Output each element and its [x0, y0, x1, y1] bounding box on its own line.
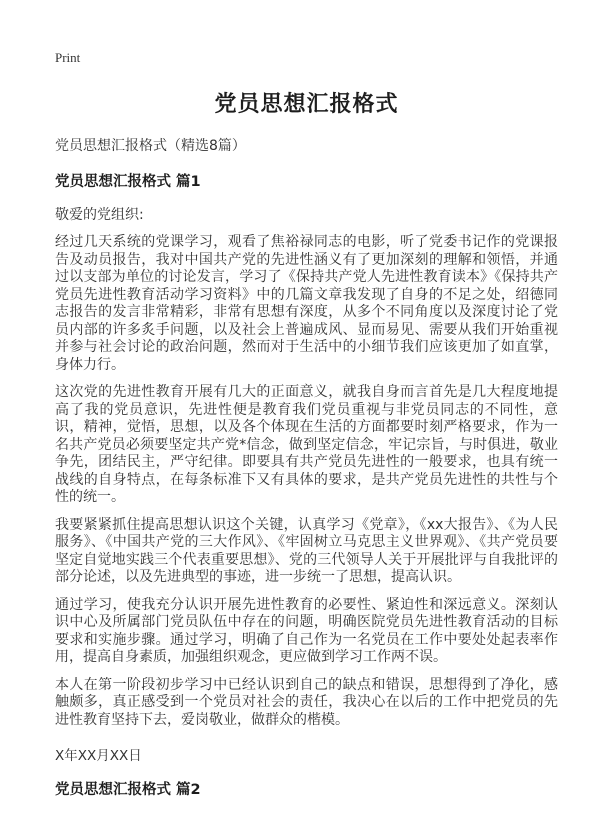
paragraph-4: 通过学习，使我充分认识开展先进性教育的必要性、紧迫性和深远意义。深刻认识中心及所属部门党员队伍中存在的问题，明确医院党员先进性教育活动的目标要求和实施步骤。通过学习，明确了自己作为一名党员在工作中要处处起表率作用，提高自身素质，加强组织观念，更应做到学习工作两不误。: [55, 596, 558, 665]
paragraph-1: 经过几天系统的党课学习，观看了焦裕禄同志的电影，听了党委书记作的党课报告及动员报告，我对中国共产党的先进性涵义有了更加深刻的理解和领悟，并通过以支部为单位的讨论发言，学习了《保持共产党人先进性教育读本》《保持共产党员先进性教育活动学习资料》中的几篇文章我发现了自身的不足之处，绍德同志报告的发言非常精彩，非常有思想有深度，从多个不同角度以及深度讨论了党员内部的许多炙手问题，以及社会上普遍成风、显而易见、需要从我们开始重视并参与社会讨论的政治问题，然而对于生活中的小细节我们应该更加了如直掌，身体力行。: [55, 234, 558, 373]
paragraph-5: 本人在第一阶段初步学习中已经认识到自己的缺点和错误，思想得到了净化，感触颇多，真正感受到一个党员对社会的责任，我决心在以后的工作中把党员的先进性教育坚持下去，爱岗敬业，做群众的楷模。: [55, 676, 558, 728]
salutation: 敬爱的党组织:: [55, 207, 144, 223]
page-title: 党员思想汇报格式: [214, 92, 399, 117]
date-line: X年XX月XX日: [55, 748, 142, 764]
paragraph-3: 我要紧紧抓住提高思想认识这个关键，认真学习《党章》，《xx大报告》、《为人民服务》、《中国共产党的三大作风》、《牢固树立马克思主义世界观》、《共产党员要坚定自觉地实践三个代表重要思想》、党的三代领导人关于开展批评与自我批评的部分论述，以及先进典型的事迹，进一步统一了思想，提高认识。: [55, 516, 558, 585]
paragraph-2: 这次党的先进性教育开展有几大的正面意义，就我自身而言首先是几大程度地提高了我的党员意识，先进性便是教育我们党员重视与非党员同志的不同性，意识，精神，觉悟，思想，以及各个体现在生活的方面都要时刻严格要求，作为一名共产党员必须要坚定共产党*信念，做到坚定信念，牢记宗旨，与时俱进，敬业争先，团结民主，严守纪律。即要具有共产党员先进性的一般要求，也具有统一战线的自身特点，在每条标准下又有具体的要求，是共产党员先进性的共性与个性的统一。: [55, 384, 558, 505]
section-2-heading: 党员思想汇报格式 篇2: [55, 782, 201, 798]
section-1-heading: 党员思想汇报格式 篇1: [55, 174, 201, 190]
print-link[interactable]: Print: [55, 50, 81, 65]
document-subtitle: 党员思想汇报格式（精选8篇）: [55, 138, 246, 154]
